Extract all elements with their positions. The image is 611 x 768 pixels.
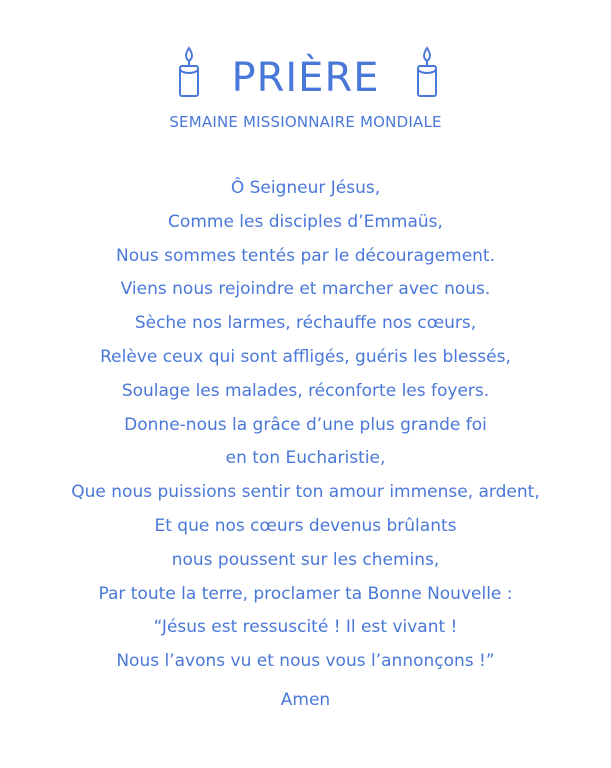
candle-icon <box>414 46 440 98</box>
prayer-line: Ô Seigneur Jésus, <box>230 178 381 198</box>
prayer-line: “Jésus est ressuscité ! Il est vivant ! <box>153 617 458 638</box>
page-title: PRIÈRE <box>231 55 380 101</box>
prayer-line: Et que nos cœurs devenus brûlants <box>154 515 457 536</box>
prayer-line: Viens nous rejoindre et marcher avec nous. <box>120 279 491 300</box>
subtitle: SEMAINE MISSIONNAIRE MONDIALE <box>169 113 442 131</box>
prayer-line: en ton Eucharistie, <box>225 448 386 469</box>
prayer-line: Soulage les malades, réconforte les foyers. <box>121 380 490 401</box>
prayer-line: Comme les disciples d’Emmaüs, <box>168 211 443 232</box>
prayer-line: Donne-nous la grâce d’une plus grande foi <box>124 414 487 435</box>
prayer-line: Nous sommes tentés par le découragement. <box>115 245 495 266</box>
prayer-text <box>0 172 611 679</box>
prayer-line: nous poussent sur les chemins, <box>171 549 440 570</box>
prayer-line: Nous l’avons vu et nous vous l’annonçons !” <box>116 651 495 672</box>
closing-amen: Amen <box>280 690 331 710</box>
prayer-line: Relève ceux qui sont affligés, guéris les blessés, <box>100 346 511 367</box>
prayer-line: Que nous puissions sentir ton amour immense, ardent, <box>71 482 540 503</box>
prayer-line: Par toute la terre, proclamer ta Bonne Nouvelle : <box>98 583 513 604</box>
header <box>0 42 611 102</box>
prayer-line: Sèche nos larmes, réchauffe nos cœurs, <box>134 313 477 334</box>
